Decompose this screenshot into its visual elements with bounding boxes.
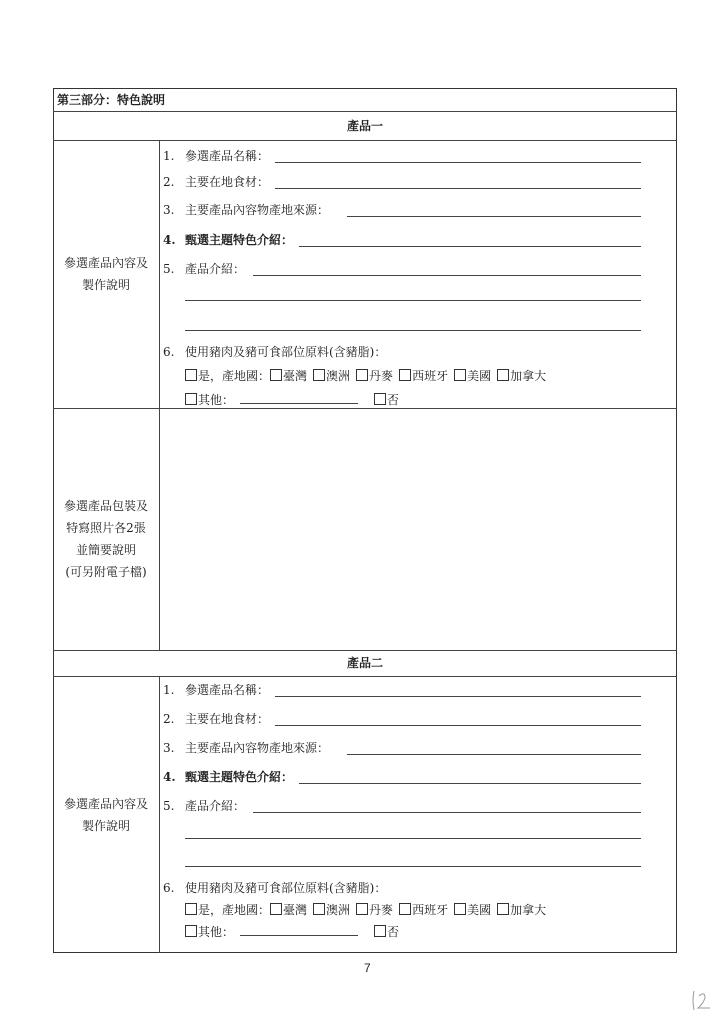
checkbox-icon[interactable] [399, 903, 411, 915]
field-number: 1. [163, 683, 175, 697]
field-number: 6. [163, 881, 175, 895]
checkbox-label: 澳洲 [326, 903, 351, 917]
field-input-line[interactable] [185, 300, 641, 301]
checkbox-label: 美國 [467, 369, 492, 383]
checkbox-country[interactable] [399, 903, 448, 917]
field-input-line[interactable] [275, 725, 641, 726]
column-divider [159, 140, 160, 408]
field-input-line[interactable] [275, 696, 641, 697]
field-input-line[interactable] [347, 754, 641, 755]
field-number: 3. [163, 741, 175, 755]
row-label: 參選產品內容及 [63, 796, 148, 811]
checkbox-country[interactable] [270, 903, 307, 917]
checkbox-icon[interactable] [399, 369, 411, 381]
field-number: 2. [163, 712, 175, 726]
checkbox-icon[interactable] [356, 369, 368, 381]
checkbox-country[interactable] [356, 903, 393, 917]
checkbox-label: 是，產地國： [198, 903, 271, 917]
pork-origin-options [185, 903, 552, 917]
checkbox-icon[interactable] [374, 925, 386, 937]
checkbox-no[interactable] [374, 393, 399, 407]
field-label: 參選產品名稱： [185, 683, 270, 697]
field-label: 主要產品內容物產地來源： [185, 203, 330, 217]
photo-label-line: (可另附電子檔) [65, 565, 147, 579]
field-input-line[interactable] [299, 783, 641, 784]
checkbox-yes[interactable] [185, 903, 270, 917]
field-input-line[interactable] [299, 246, 641, 247]
field-number: 3. [163, 203, 175, 217]
checkbox-country[interactable] [313, 903, 350, 917]
field-number: 5. [163, 262, 175, 276]
field-input-line[interactable] [185, 838, 641, 839]
checkbox-country[interactable] [454, 903, 491, 917]
handwritten-note [690, 988, 714, 1014]
checkbox-icon[interactable] [270, 903, 282, 915]
field-input-line[interactable] [347, 216, 641, 217]
field-input-line[interactable] [275, 162, 641, 163]
section-title: 第三部分：特色說明 [57, 93, 166, 107]
field-input-line[interactable] [185, 330, 641, 331]
field-input-line[interactable] [185, 866, 641, 867]
row-label: 製作說明 [81, 278, 130, 292]
field-label: 主要在地食材： [185, 712, 270, 726]
row-divider [53, 140, 677, 141]
product-heading: 產品一 [346, 118, 383, 133]
checkbox-country[interactable] [270, 369, 307, 383]
field-label: 甄選主題特色介紹： [185, 770, 294, 784]
checkbox-country[interactable] [356, 369, 393, 383]
row-label: 製作說明 [81, 818, 130, 833]
checkbox-yes[interactable] [185, 369, 270, 383]
checkbox-country[interactable] [454, 369, 491, 383]
checkbox-icon[interactable] [356, 903, 368, 915]
checkbox-label: 澳洲 [326, 369, 351, 383]
field-number: 4. [163, 233, 176, 247]
pork-other-options [185, 392, 405, 407]
photo-area[interactable] [160, 409, 676, 649]
pork-other-options [185, 924, 405, 939]
checkbox-icon[interactable] [185, 393, 197, 405]
checkbox-label: 丹麥 [369, 903, 394, 917]
photo-label-line: 特寫照片各2張 [66, 521, 146, 535]
field-number: 1. [163, 149, 175, 163]
row-divider [53, 676, 677, 677]
checkbox-other[interactable] [185, 393, 234, 407]
checkbox-icon[interactable] [497, 369, 509, 381]
field-label: 主要產品內容物產地來源： [185, 741, 330, 755]
row-divider [53, 111, 677, 112]
field-label: 甄選主題特色介紹： [185, 233, 294, 247]
checkbox-other[interactable] [185, 925, 234, 939]
checkbox-icon[interactable] [270, 369, 282, 381]
field-label: 參選產品名稱： [185, 149, 270, 163]
checkbox-label: 加拿大 [510, 369, 547, 383]
photo-label-line: 參選產品包裝及 [63, 499, 148, 513]
checkbox-label: 西班牙 [412, 369, 449, 383]
checkbox-icon[interactable] [185, 903, 197, 915]
pork-origin-options [185, 369, 552, 383]
checkbox-label: 丹麥 [369, 369, 394, 383]
checkbox-country[interactable] [497, 903, 546, 917]
checkbox-icon[interactable] [374, 393, 386, 405]
checkbox-icon[interactable] [313, 369, 325, 381]
checkbox-country[interactable] [497, 369, 546, 383]
field-input-line[interactable] [253, 275, 641, 276]
field-number: 6. [163, 345, 175, 359]
checkbox-icon[interactable] [497, 903, 509, 915]
pork-question: 使用豬肉及豬可食部位原料(含豬脂)： [185, 881, 387, 895]
row-label: 參選產品內容及 [63, 256, 148, 270]
checkbox-icon[interactable] [454, 369, 466, 381]
checkbox-label: 臺灣 [283, 903, 308, 917]
page-number: 7 [364, 961, 371, 975]
row-divider [53, 650, 677, 651]
field-label: 產品介紹： [185, 799, 246, 813]
checkbox-label: 是，產地國： [198, 369, 271, 383]
checkbox-label: 其他： [198, 925, 235, 939]
product-heading: 產品二 [346, 656, 383, 670]
field-label: 產品介紹： [185, 262, 246, 276]
column-divider [159, 676, 160, 953]
checkbox-label: 加拿大 [510, 903, 547, 917]
field-number: 4. [163, 770, 176, 784]
checkbox-label: 否 [387, 393, 400, 407]
field-number: 5. [163, 799, 175, 813]
checkbox-label: 臺灣 [283, 369, 308, 383]
checkbox-label: 其他： [198, 393, 235, 407]
checkbox-icon[interactable] [313, 903, 325, 915]
field-input-line[interactable] [275, 188, 641, 189]
photo-label-line: 並簡要說明 [75, 543, 136, 557]
checkbox-icon[interactable] [185, 369, 197, 381]
checkbox-icon[interactable] [454, 903, 466, 915]
other-input-line[interactable] [240, 392, 358, 404]
field-number: 2. [163, 175, 175, 189]
checkbox-label: 美國 [467, 903, 492, 917]
other-input-line[interactable] [240, 924, 358, 936]
photo-row-label [53, 495, 159, 583]
checkbox-label: 否 [387, 925, 400, 939]
checkbox-label: 西班牙 [412, 903, 449, 917]
column-divider [159, 408, 160, 650]
field-input-line[interactable] [253, 812, 641, 813]
checkbox-no[interactable] [374, 925, 399, 939]
checkbox-country[interactable] [399, 369, 448, 383]
checkbox-country[interactable] [313, 369, 350, 383]
pork-question: 使用豬肉及豬可食部位原料(含豬脂)： [185, 345, 387, 359]
field-label: 主要在地食材： [185, 175, 270, 189]
checkbox-icon[interactable] [185, 925, 197, 937]
